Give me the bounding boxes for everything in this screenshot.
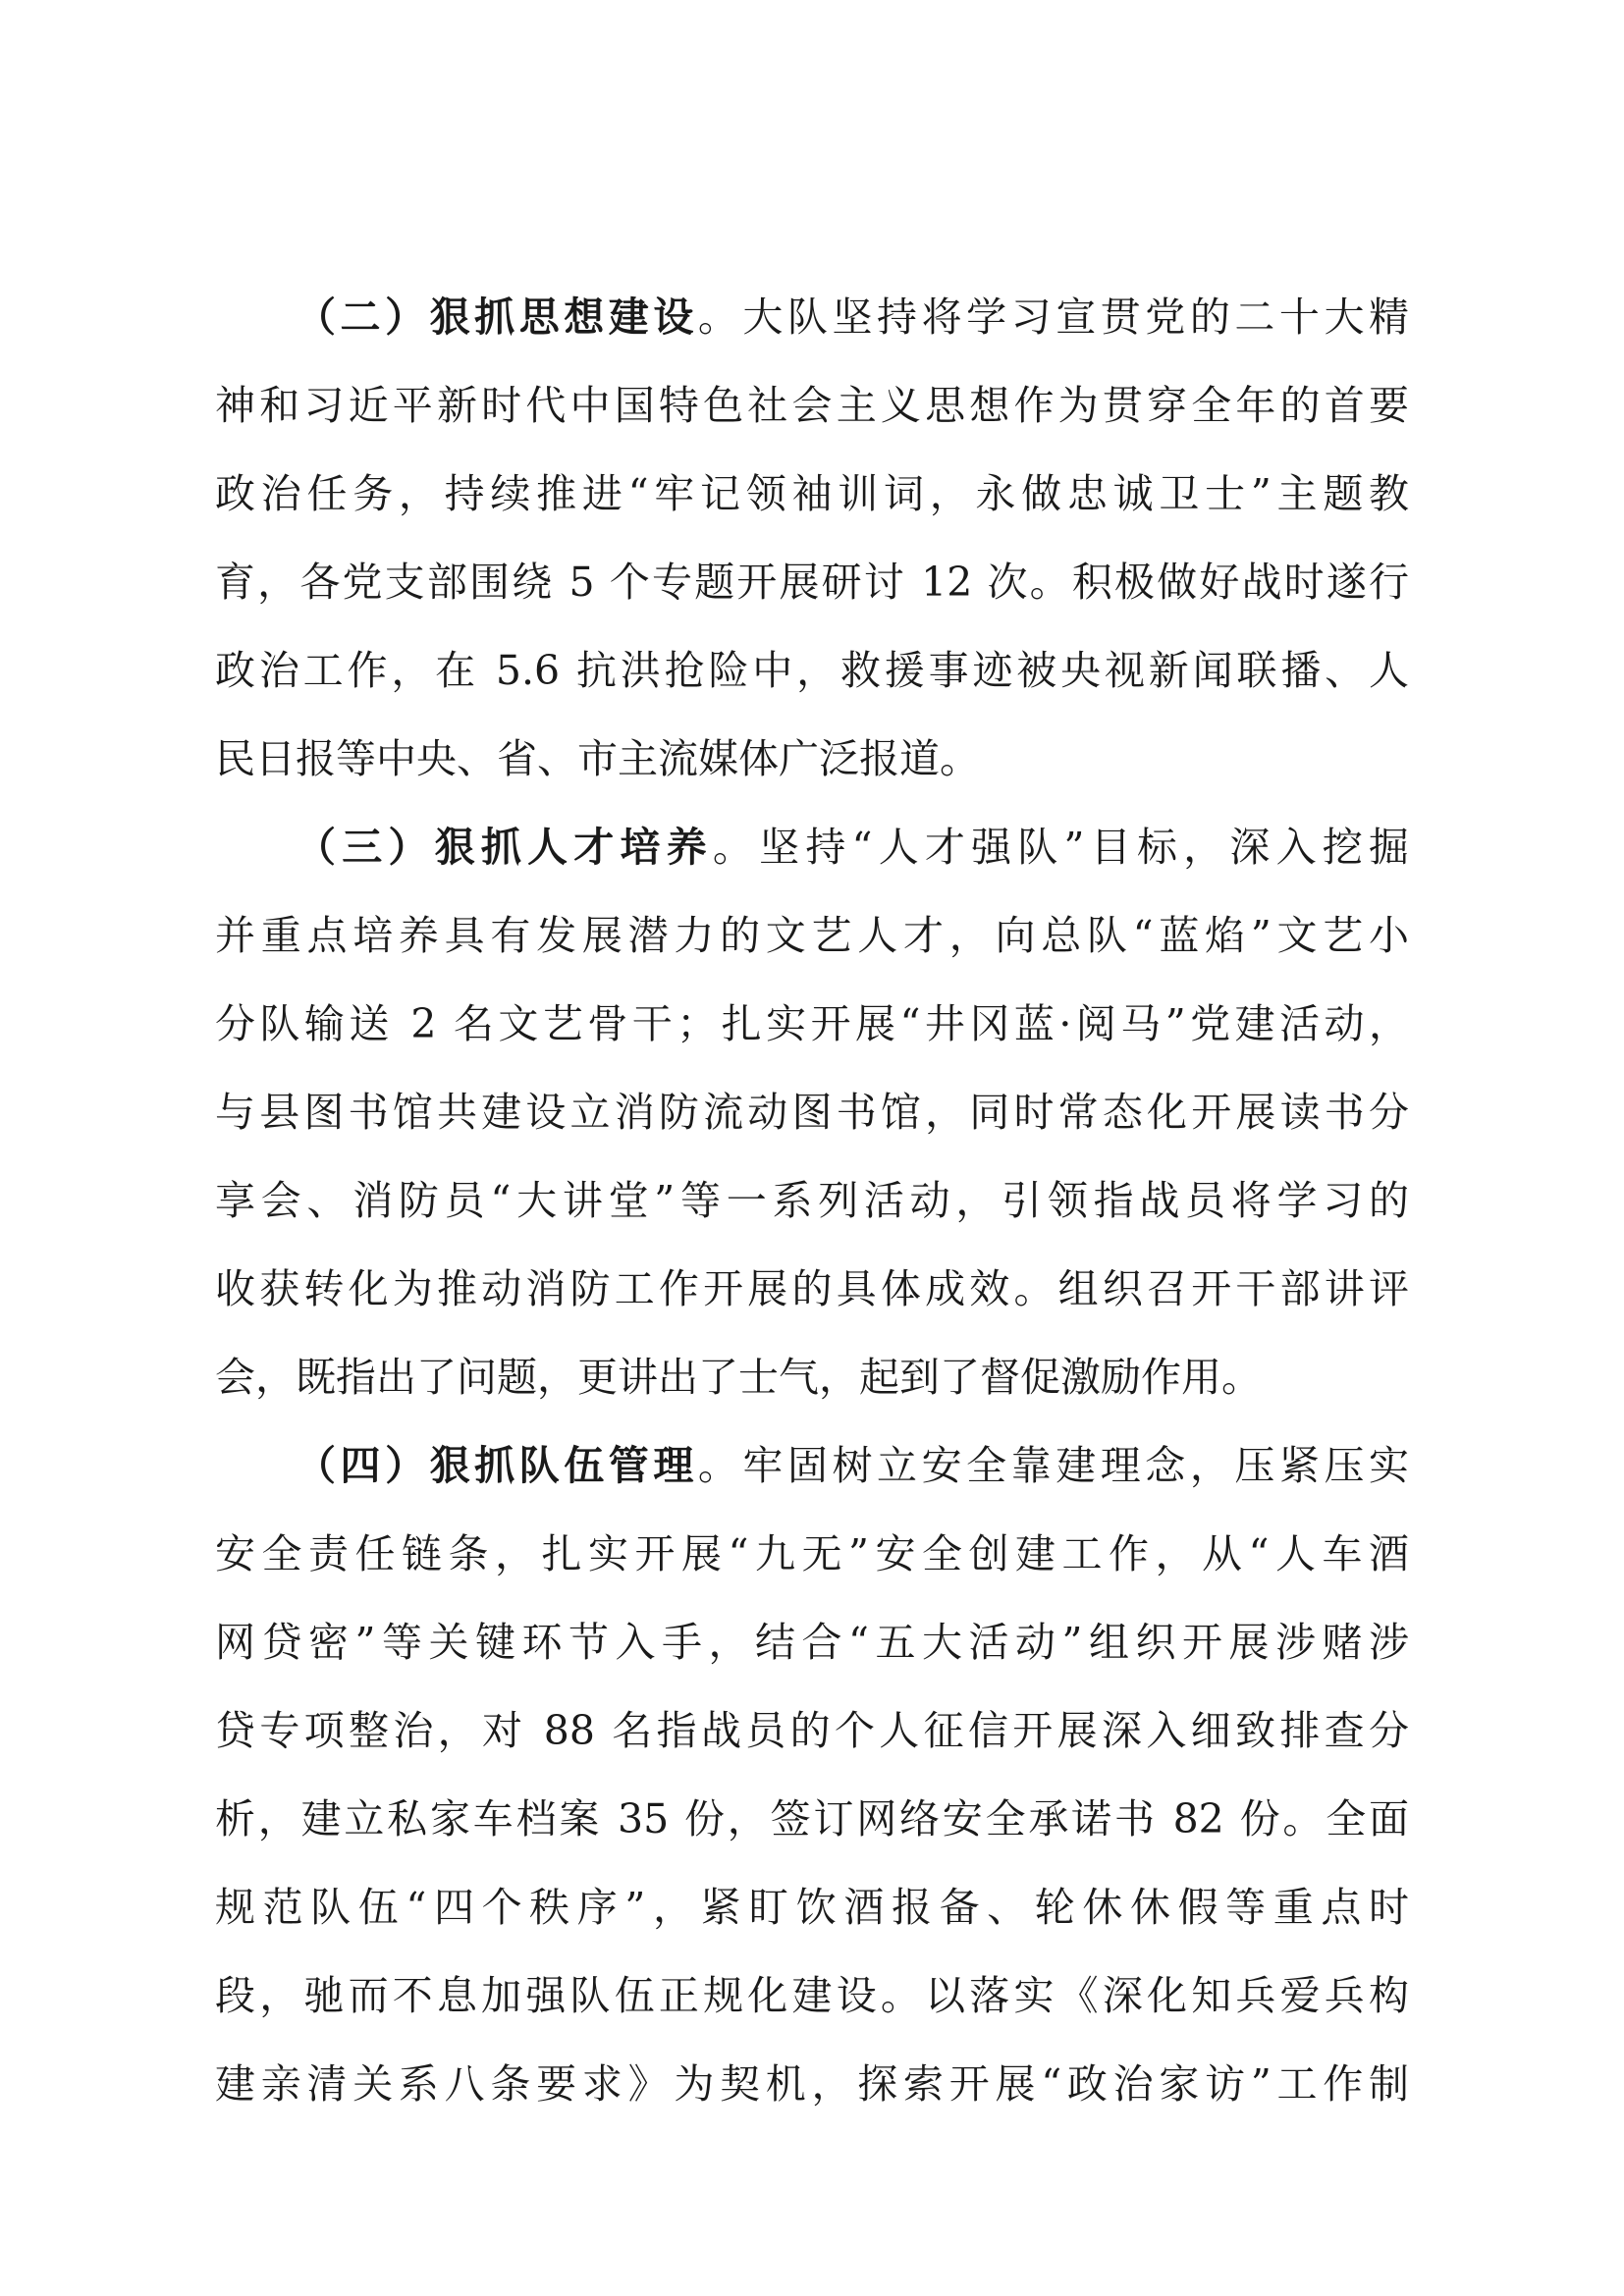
paragraph-line: 网贷密”等关键环节入手，结合“五大活动”组织开展涉赌涉 (215, 1619, 1409, 1666)
paragraph-text: 。牢固树立安全靠建理念，压紧压实 (697, 1442, 1409, 1489)
paragraph-line: 民日报等中央、省、市主流媒体广泛报道。 (215, 735, 980, 782)
paragraph-line (215, 813, 1409, 881)
paragraph-line: 贷专项整治，对 88 名指战员的个人征信开展深入细致排查分 (215, 1707, 1409, 1754)
paragraph-line: 神和习近平新时代中国特色社会主义思想作为贯穿全年的首要 (215, 382, 1409, 429)
paragraph-line: 并重点培养具有发展潜力的文艺人才，向总队“蓝焰”文艺小 (215, 912, 1409, 959)
paragraph-line (215, 283, 1409, 351)
paragraph-line: 会，既指出了问题，更讲出了士气，起到了督促激励作用。 (215, 1354, 1262, 1401)
paragraph-line: 析，建立私家车档案 35 份，签订网络安全承诺书 82 份。全面 (215, 1795, 1409, 1842)
paragraph-line: 收获转化为推动消防工作开展的具体成效。组织召开干部讲评 (215, 1265, 1409, 1312)
paragraph-line: 育，各党支部围绕 5 个专题开展研讨 12 次。积极做好战时遂行 (215, 559, 1409, 606)
paragraph-line: 享会、消防员“大讲堂”等一系列活动，引领指战员将学习的 (215, 1177, 1409, 1224)
paragraph-line: 政治工作，在 5.6 抗洪抢险中，救援事迹被央视新闻联播、人 (215, 647, 1409, 694)
paragraph-text: 。大队坚持将学习宣贯党的二十大精 (697, 294, 1409, 341)
paragraph-line: 政治任务，持续推进“牢记领袖训词，永做忠诚卫士”主题教 (215, 470, 1409, 517)
paragraph-text: 。坚持“人才强队”目标，深入挖掘 (712, 824, 1409, 871)
paragraph-line: 建亲清关系八条要求》为契机，探索开展“政治家访”工作制 (215, 2060, 1409, 2108)
section-heading: （四）狠抓队伍管理 (296, 1442, 698, 1489)
paragraph-line (215, 1431, 1409, 1500)
paragraph-line: 分队输送 2 名文艺骨干；扎实开展“井冈蓝·阅马”党建活动， (215, 1000, 1409, 1047)
paragraph-line: 与县图书馆共建设立消防流动图书馆，同时常态化开展读书分 (215, 1089, 1409, 1136)
section-heading: （三）狠抓人才培养 (296, 824, 713, 871)
section-heading: （二）狠抓思想建设 (296, 294, 698, 341)
paragraph-line: 规范队伍“四个秩序”，紧盯饮酒报备、轮休休假等重点时 (215, 1884, 1409, 1931)
paragraph-line: 段，驰而不息加强队伍正规化建设。以落实《深化知兵爱兵构 (215, 1972, 1409, 2019)
paragraph-line: 安全责任链条，扎实开展“九无”安全创建工作，从“人车酒 (215, 1530, 1409, 1577)
